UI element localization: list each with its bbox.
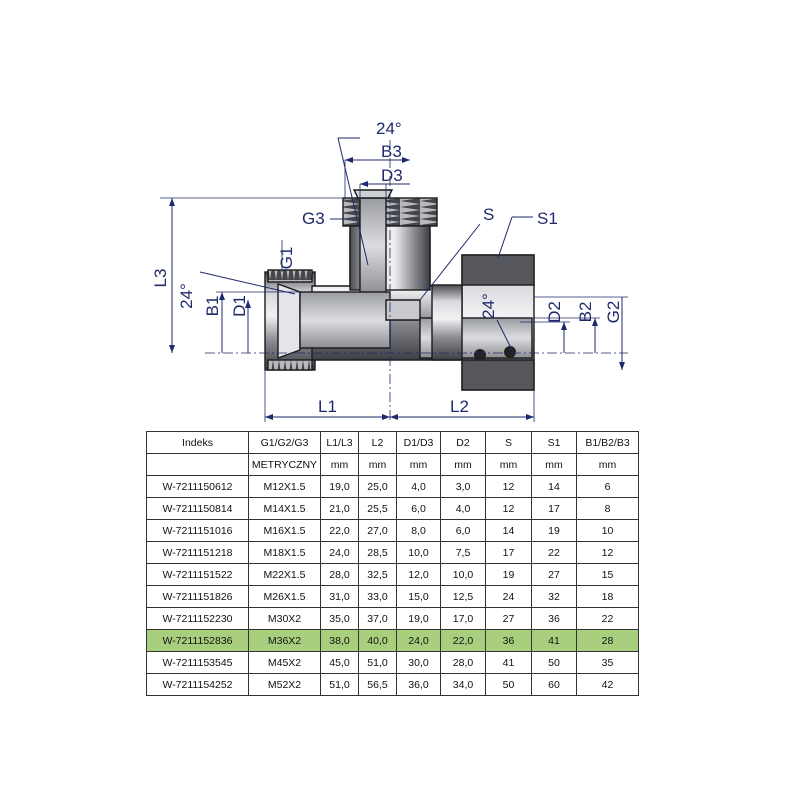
table-cell: 14 — [486, 520, 532, 542]
table-cell: 25,0 — [359, 476, 397, 498]
table-cell: W-7211151218 — [147, 542, 249, 564]
table-cell: M22X1.5 — [249, 564, 321, 586]
table-cell: 24 — [486, 586, 532, 608]
horizontal-bore — [300, 292, 390, 348]
table-cell: 37,0 — [359, 608, 397, 630]
table-cell: mm — [532, 454, 577, 476]
table-cell: 14 — [532, 476, 577, 498]
table-cell: 4,0 — [441, 498, 486, 520]
table-cell: 21,0 — [321, 498, 359, 520]
b1-label: B1 — [203, 295, 222, 317]
table-cell: mm — [577, 454, 639, 476]
table-cell: 32 — [532, 586, 577, 608]
table-cell: D1/D3 — [397, 432, 441, 454]
angle-top-label: 24° — [376, 119, 402, 138]
table-cell: M30X2 — [249, 608, 321, 630]
table-cell: 41 — [486, 652, 532, 674]
table-cell: 36 — [486, 630, 532, 652]
table-cell: 15,0 — [397, 586, 441, 608]
table-cell: 12 — [577, 542, 639, 564]
table-cell: 18 — [577, 586, 639, 608]
l3-label: L3 — [151, 268, 170, 288]
g1-label: G1 — [277, 246, 296, 270]
table-cell: 6 — [577, 476, 639, 498]
table-cell: 24,0 — [397, 630, 441, 652]
table-cell: 10,0 — [441, 564, 486, 586]
table-cell: M14X1.5 — [249, 498, 321, 520]
table-cell: 51,0 — [321, 674, 359, 696]
table-cell: 17 — [532, 498, 577, 520]
table-cell: 8 — [577, 498, 639, 520]
table-row — [147, 630, 639, 652]
d3-label: D3 — [381, 166, 403, 185]
table-cell: mm — [397, 454, 441, 476]
table-cell: W-7211153545 — [147, 652, 249, 674]
table-cell: Indeks — [147, 432, 249, 454]
table-cell: 19,0 — [397, 608, 441, 630]
l1-label: L1 — [318, 397, 337, 416]
table-cell: 40,0 — [359, 630, 397, 652]
table-cell: 36,0 — [397, 674, 441, 696]
table-cell: 28 — [577, 630, 639, 652]
b3-label: B3 — [381, 142, 402, 161]
table-row — [147, 564, 639, 586]
spec-table — [146, 431, 639, 696]
table-cell: 30,0 — [397, 652, 441, 674]
table-cell: 50 — [486, 674, 532, 696]
table-cell: G1/G2/G3 — [249, 432, 321, 454]
table-cell: 41 — [532, 630, 577, 652]
table-cell: M26X1.5 — [249, 586, 321, 608]
table-cell: 19,0 — [321, 476, 359, 498]
table-cell: 42 — [577, 674, 639, 696]
table-cell: 10,0 — [397, 542, 441, 564]
l2-label: L2 — [450, 397, 469, 416]
table-cell: 15 — [577, 564, 639, 586]
table-row — [147, 674, 639, 696]
table-cell: METRYCZNY — [249, 454, 321, 476]
table-cell: 33,0 — [359, 586, 397, 608]
table-cell: M16X1.5 — [249, 520, 321, 542]
table-cell: 28,0 — [321, 564, 359, 586]
table-cell: 8,0 — [397, 520, 441, 542]
table-cell: 17,0 — [441, 608, 486, 630]
table-cell: D2 — [441, 432, 486, 454]
table-cell: S — [486, 432, 532, 454]
table-cell: 10 — [577, 520, 639, 542]
table-row — [147, 476, 639, 498]
table-cell: 12,5 — [441, 586, 486, 608]
table-cell: 22,0 — [321, 520, 359, 542]
table-cell: M12X1.5 — [249, 476, 321, 498]
table-units-row — [147, 454, 639, 476]
table-cell: 36 — [532, 608, 577, 630]
table-cell: 7,5 — [441, 542, 486, 564]
table-cell: 51,0 — [359, 652, 397, 674]
table-cell: 27,0 — [359, 520, 397, 542]
table-cell: 17 — [486, 542, 532, 564]
table-cell: W-7211150612 — [147, 476, 249, 498]
table-cell: W-7211151016 — [147, 520, 249, 542]
table-cell: mm — [359, 454, 397, 476]
table-cell: 19 — [532, 520, 577, 542]
table-cell: W-7211154252 — [147, 674, 249, 696]
table-row — [147, 608, 639, 630]
b2-label: B2 — [576, 301, 595, 323]
table-cell: 32,5 — [359, 564, 397, 586]
table-cell: 12 — [486, 498, 532, 520]
table-cell: 25,5 — [359, 498, 397, 520]
table-cell: L2 — [359, 432, 397, 454]
table-row — [147, 542, 639, 564]
table-cell: B1/B2/B3 — [577, 432, 639, 454]
table-cell — [147, 454, 249, 476]
table-row — [147, 652, 639, 674]
table-cell: 50 — [532, 652, 577, 674]
table-cell: S1 — [532, 432, 577, 454]
table-cell: 6,0 — [441, 520, 486, 542]
table-cell: 35 — [577, 652, 639, 674]
d2-label: D2 — [545, 301, 564, 323]
o-ring — [474, 349, 486, 361]
table-cell: L1/L3 — [321, 432, 359, 454]
table-cell: 27 — [486, 608, 532, 630]
table-cell: W-7211151522 — [147, 564, 249, 586]
table-cell: 6,0 — [397, 498, 441, 520]
table-cell: W-7211150814 — [147, 498, 249, 520]
table-cell: 35,0 — [321, 608, 359, 630]
table-cell: 22 — [532, 542, 577, 564]
table-cell: 4,0 — [397, 476, 441, 498]
table-cell: 27 — [532, 564, 577, 586]
s1-label: S1 — [537, 209, 558, 228]
table-cell: 28,5 — [359, 542, 397, 564]
table-cell: M18X1.5 — [249, 542, 321, 564]
d1-label: D1 — [230, 295, 249, 317]
table-cell: 60 — [532, 674, 577, 696]
g2-label: G2 — [604, 300, 623, 324]
table-cell: 56,5 — [359, 674, 397, 696]
angle-right-label: 24° — [479, 293, 498, 319]
table-cell: 28,0 — [441, 652, 486, 674]
left-cone — [278, 284, 300, 358]
table-cell: 22,0 — [441, 630, 486, 652]
table-row — [147, 498, 639, 520]
table-row — [147, 586, 639, 608]
table-cell: M36X2 — [249, 630, 321, 652]
middle-hex — [432, 285, 462, 360]
table-cell: W-7211151826 — [147, 586, 249, 608]
table-cell: 31,0 — [321, 586, 359, 608]
table-cell: W-7211152836 — [147, 630, 249, 652]
table-cell: 12 — [486, 476, 532, 498]
table-header-row — [147, 432, 639, 454]
g3-label: G3 — [302, 209, 325, 228]
left-thread — [268, 270, 312, 282]
table-cell: 3,0 — [441, 476, 486, 498]
table-cell: 19 — [486, 564, 532, 586]
table-cell: 24,0 — [321, 542, 359, 564]
table-cell: mm — [441, 454, 486, 476]
table-cell: 12,0 — [397, 564, 441, 586]
table-cell: mm — [321, 454, 359, 476]
table-row — [147, 520, 639, 542]
table-cell: 38,0 — [321, 630, 359, 652]
table-cell: M52X2 — [249, 674, 321, 696]
table-cell: 45,0 — [321, 652, 359, 674]
table-cell: M45X2 — [249, 652, 321, 674]
table-cell: W-7211152230 — [147, 608, 249, 630]
table-cell: 22 — [577, 608, 639, 630]
table-cell: 34,0 — [441, 674, 486, 696]
angle-left-label: 24° — [177, 283, 196, 309]
s-label: S — [483, 205, 495, 224]
table-cell: mm — [486, 454, 532, 476]
